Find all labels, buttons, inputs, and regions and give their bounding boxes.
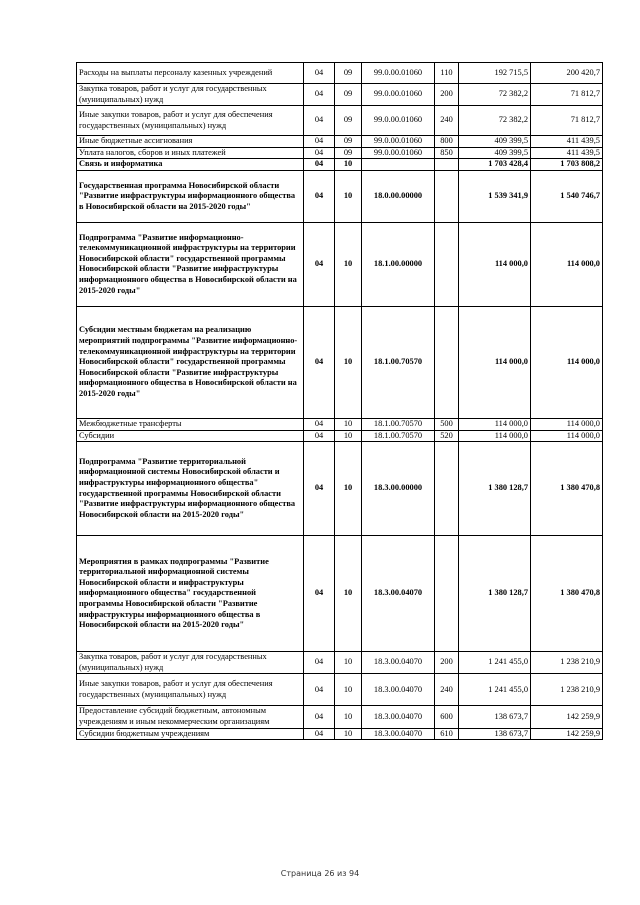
amount-year1-cell: 1 539 341,9 — [459, 170, 531, 222]
amount-year1-cell: 1 241 455,0 — [459, 674, 531, 706]
expense-type-cell: 240 — [435, 106, 459, 136]
target-article-cell: 18.1.00.00000 — [362, 222, 435, 306]
subsection-code-cell: 09 — [335, 63, 362, 84]
expense-type-cell — [435, 306, 459, 418]
target-article-cell: 99.0.00.01060 — [362, 84, 435, 106]
amount-year1-cell: 1 380 128,7 — [459, 536, 531, 652]
row-name-cell: Закупка товаров, работ и услуг для государственных (муниципальных) нужд — [77, 84, 304, 106]
amount-year2-cell: 71 812,7 — [531, 106, 603, 136]
section-code-cell: 04 — [304, 674, 335, 706]
row-name-cell: Иные закупки товаров, работ и услуг для обеспечения государственных (муниципальных) нужд — [77, 106, 304, 136]
expense-type-cell — [435, 222, 459, 306]
target-article-cell: 18.3.00.04070 — [362, 536, 435, 652]
table-row — [77, 442, 603, 536]
subsection-code-cell: 10 — [335, 430, 362, 442]
amount-year1-cell: 138 673,7 — [459, 728, 531, 740]
table-row — [77, 136, 603, 148]
amount-year2-cell: 114 000,0 — [531, 306, 603, 418]
amount-year2-cell: 71 812,7 — [531, 84, 603, 106]
section-code-cell: 04 — [304, 728, 335, 740]
expense-type-cell — [435, 159, 459, 171]
target-article-cell: 18.1.00.70570 — [362, 306, 435, 418]
section-code-cell: 04 — [304, 147, 335, 159]
expense-type-cell: 850 — [435, 147, 459, 159]
expense-type-cell — [435, 170, 459, 222]
expense-type-cell: 200 — [435, 84, 459, 106]
expense-type-cell: 520 — [435, 430, 459, 442]
amount-year1-cell: 114 000,0 — [459, 418, 531, 430]
table-row — [77, 63, 603, 84]
row-name-cell: Предоставление субсидий бюджетным, автономным учреждениям и иным некоммерческим организациям — [77, 706, 304, 728]
table-row — [77, 106, 603, 136]
target-article-cell: 18.0.00.00000 — [362, 170, 435, 222]
amount-year1-cell: 114 000,0 — [459, 430, 531, 442]
section-code-cell: 04 — [304, 136, 335, 148]
amount-year1-cell: 409 399,5 — [459, 136, 531, 148]
subsection-code-cell: 09 — [335, 84, 362, 106]
expense-type-cell: 200 — [435, 652, 459, 674]
table-row — [77, 418, 603, 430]
section-code-cell: 04 — [304, 652, 335, 674]
amount-year2-cell: 142 259,9 — [531, 706, 603, 728]
expense-type-cell: 240 — [435, 674, 459, 706]
section-code-cell: 04 — [304, 536, 335, 652]
subsection-code-cell: 10 — [335, 652, 362, 674]
section-code-cell: 04 — [304, 306, 335, 418]
table-row — [77, 674, 603, 706]
target-article-cell: 18.3.00.04070 — [362, 706, 435, 728]
table-row — [77, 430, 603, 442]
amount-year1-cell: 1 703 428,4 — [459, 159, 531, 171]
row-name-cell: Субсидии — [77, 430, 304, 442]
row-name-cell: Закупка товаров, работ и услуг для государственных (муниципальных) нужд — [77, 652, 304, 674]
row-name-cell: Подпрограмма "Развитие территориальной информационной системы Новосибирской области и инфраструктуры информационного общества" государственной программы Новосибирской области "Развитие инфраструктуры информационного общества Новосибирской области на 2015-2020 годы" — [77, 442, 304, 536]
budget-table — [76, 62, 603, 740]
amount-year2-cell: 1 380 470,8 — [531, 536, 603, 652]
amount-year1-cell: 409 399,5 — [459, 147, 531, 159]
amount-year2-cell: 1 238 210,9 — [531, 674, 603, 706]
table-row — [77, 706, 603, 728]
expense-type-cell: 500 — [435, 418, 459, 430]
amount-year2-cell: 411 439,5 — [531, 147, 603, 159]
amount-year1-cell: 114 000,0 — [459, 222, 531, 306]
amount-year2-cell: 1 238 210,9 — [531, 652, 603, 674]
section-code-cell: 04 — [304, 170, 335, 222]
target-article-cell: 99.0.00.01060 — [362, 136, 435, 148]
subsection-code-cell: 10 — [335, 442, 362, 536]
subsection-code-cell: 10 — [335, 706, 362, 728]
subsection-code-cell: 10 — [335, 674, 362, 706]
table-row — [77, 652, 603, 674]
amount-year1-cell: 72 382,2 — [459, 84, 531, 106]
subsection-code-cell: 10 — [335, 222, 362, 306]
amount-year1-cell: 72 382,2 — [459, 106, 531, 136]
subsection-code-cell: 10 — [335, 728, 362, 740]
target-article-cell: 18.3.00.04070 — [362, 652, 435, 674]
table-row — [77, 170, 603, 222]
table-row — [77, 159, 603, 171]
amount-year2-cell: 1 540 746,7 — [531, 170, 603, 222]
amount-year2-cell: 411 439,5 — [531, 136, 603, 148]
amount-year2-cell: 114 000,0 — [531, 418, 603, 430]
row-name-cell: Мероприятия в рамках подпрограммы "Развитие территориальной информационной системы Новосибирской области и инфраструктуры информационного общества" государственной программы Новосибирской области "Развитие инфраструктуры информационного общества в Новосибирской области на 2015-2020 годы" — [77, 536, 304, 652]
amount-year1-cell: 114 000,0 — [459, 306, 531, 418]
target-article-cell: 18.3.00.00000 — [362, 442, 435, 536]
expense-type-cell: 610 — [435, 728, 459, 740]
section-code-cell: 04 — [304, 706, 335, 728]
row-name-cell: Государственная программа Новосибирской области "Развитие инфраструктуры информационного общества в Новосибирской области на 2015-2020 годы" — [77, 170, 304, 222]
target-article-cell: 18.1.00.70570 — [362, 418, 435, 430]
row-name-cell: Связь и информатика — [77, 159, 304, 171]
subsection-code-cell: 10 — [335, 170, 362, 222]
amount-year2-cell: 200 420,7 — [531, 63, 603, 84]
target-article-cell: 18.3.00.04070 — [362, 674, 435, 706]
section-code-cell: 04 — [304, 84, 335, 106]
subsection-code-cell: 10 — [335, 159, 362, 171]
row-name-cell: Иные закупки товаров, работ и услуг для обеспечения государственных (муниципальных) нужд — [77, 674, 304, 706]
subsection-code-cell: 10 — [335, 306, 362, 418]
expense-type-cell: 600 — [435, 706, 459, 728]
table-row — [77, 728, 603, 740]
table-row — [77, 147, 603, 159]
amount-year1-cell: 1 380 128,7 — [459, 442, 531, 536]
expense-type-cell: 800 — [435, 136, 459, 148]
row-name-cell: Расходы на выплаты персоналу казенных учреждений — [77, 63, 304, 84]
expense-type-cell: 110 — [435, 63, 459, 84]
table-row — [77, 84, 603, 106]
subsection-code-cell: 09 — [335, 106, 362, 136]
target-article-cell: 99.0.00.01060 — [362, 63, 435, 84]
amount-year2-cell: 114 000,0 — [531, 222, 603, 306]
amount-year1-cell: 138 673,7 — [459, 706, 531, 728]
row-name-cell: Уплата налогов, сборов и иных платежей — [77, 147, 304, 159]
section-code-cell: 04 — [304, 430, 335, 442]
section-code-cell: 04 — [304, 63, 335, 84]
section-code-cell: 04 — [304, 442, 335, 536]
page-footer: Страница 26 из 94 — [280, 869, 360, 878]
expense-type-cell — [435, 536, 459, 652]
target-article-cell: 18.3.00.04070 — [362, 728, 435, 740]
target-article-cell: 18.1.00.70570 — [362, 430, 435, 442]
target-article-cell — [362, 159, 435, 171]
section-code-cell: 04 — [304, 418, 335, 430]
row-name-cell: Иные бюджетные ассигнования — [77, 136, 304, 148]
target-article-cell: 99.0.00.01060 — [362, 147, 435, 159]
table-row — [77, 536, 603, 652]
section-code-cell: 04 — [304, 222, 335, 306]
amount-year2-cell: 1 703 808,2 — [531, 159, 603, 171]
amount-year2-cell: 114 000,0 — [531, 430, 603, 442]
row-name-cell: Субсидии местным бюджетам на реализацию мероприятий подпрограммы "Развитие информационно-телекоммуникационной инфраструктуры на территории Новосибирской области" государственной программы Новосибирской области "Развитие инфраструктуры информационного общества в Новосибирской области на 2015-2020 годы" — [77, 306, 304, 418]
amount-year1-cell: 1 241 455,0 — [459, 652, 531, 674]
section-code-cell: 04 — [304, 106, 335, 136]
section-code-cell: 04 — [304, 159, 335, 171]
subsection-code-cell: 09 — [335, 147, 362, 159]
subsection-code-cell: 09 — [335, 136, 362, 148]
amount-year2-cell: 1 380 470,8 — [531, 442, 603, 536]
row-name-cell: Подпрограмма "Развитие информационно-телекоммуникационной инфраструктуры на территории Новосибирской области" государственной программы Новосибирской области "Развитие инфраструктуры информационного общества в Новосибирской области на 2015-2020 годы" — [77, 222, 304, 306]
expense-type-cell — [435, 442, 459, 536]
subsection-code-cell: 10 — [335, 418, 362, 430]
row-name-cell: Субсидии бюджетным учреждениям — [77, 728, 304, 740]
table-row — [77, 222, 603, 306]
table-body — [77, 63, 603, 740]
subsection-code-cell: 10 — [335, 536, 362, 652]
row-name-cell: Межбюджетные трансферты — [77, 418, 304, 430]
target-article-cell: 99.0.00.01060 — [362, 106, 435, 136]
amount-year1-cell: 192 715,5 — [459, 63, 531, 84]
table-row — [77, 306, 603, 418]
amount-year2-cell: 142 259,9 — [531, 728, 603, 740]
